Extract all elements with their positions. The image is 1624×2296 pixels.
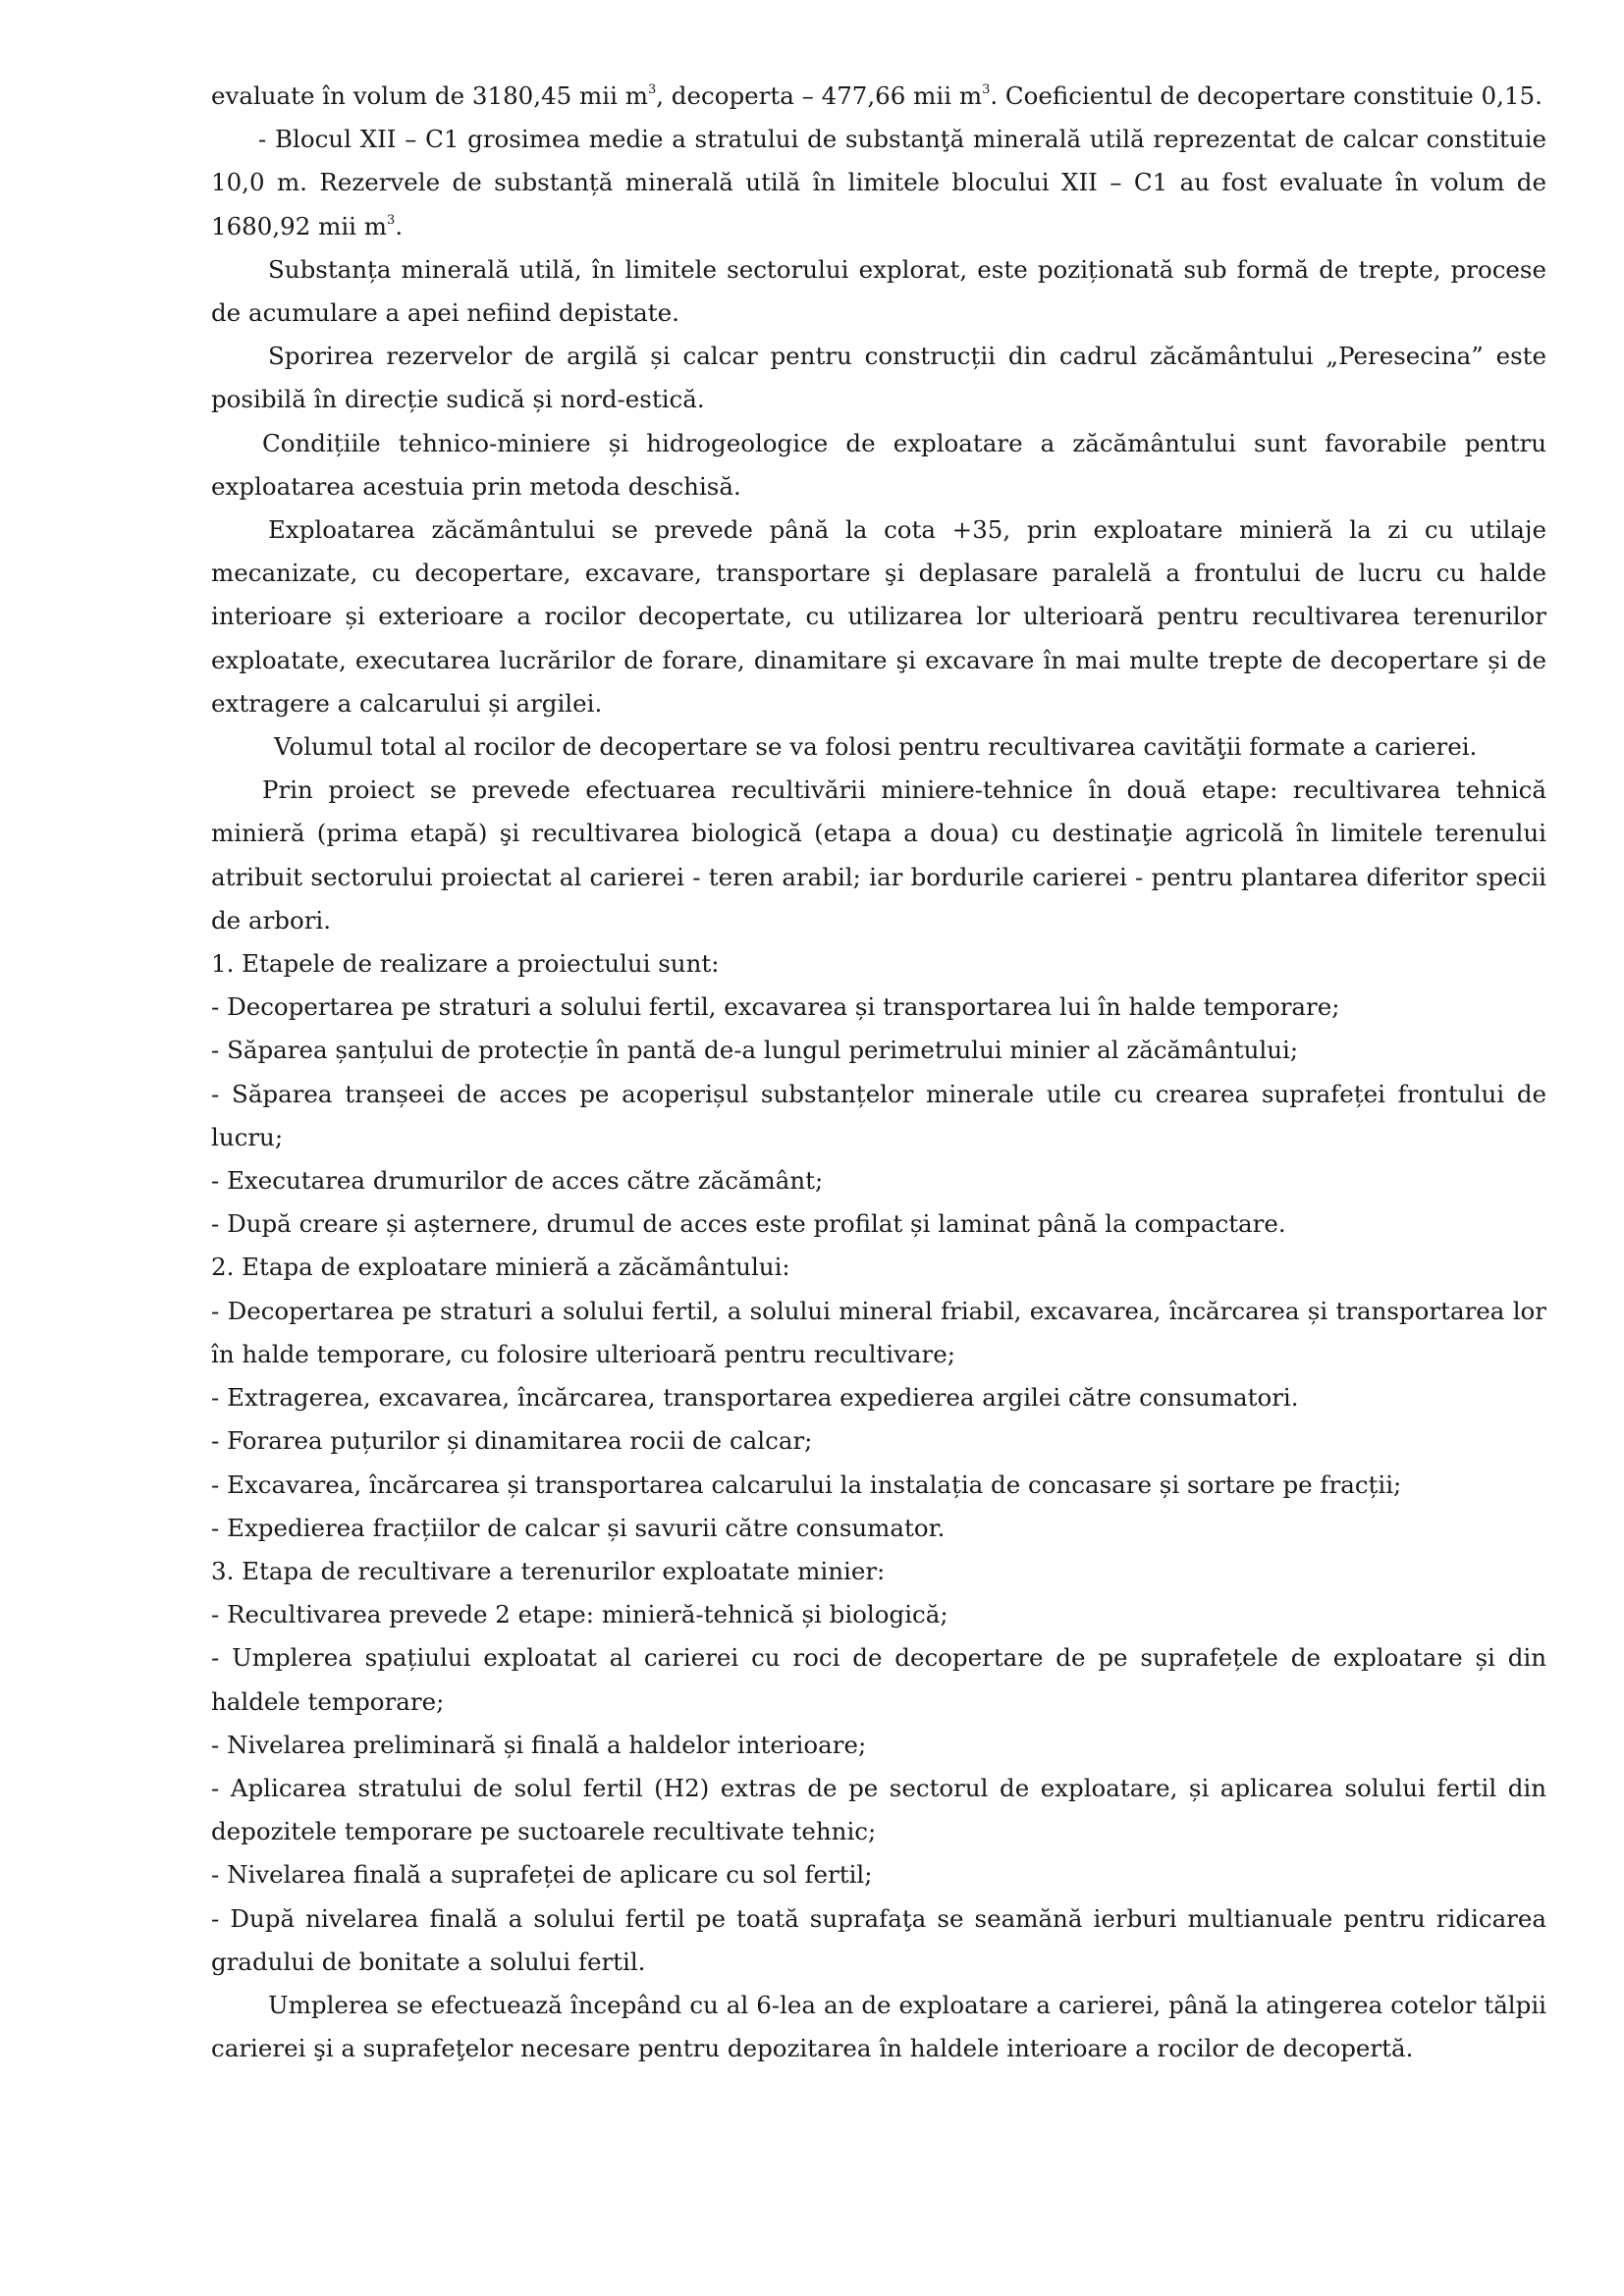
list-item: - Nivelarea finală a suprafeței de aplicare cu sol fertil; <box>211 1860 873 1890</box>
list-item: - Aplicarea stratului de solul fertil (H2) extras de pe sectorul de exploatare, și aplicarea solului fertil din depozitele temporare pe suctoarele recultivate tehnic; <box>211 1773 1546 1846</box>
list-item: - Recultivarea prevede 2 etape: minieră-tehnică și biologică; <box>211 1600 948 1629</box>
list-item: - Săparea șanțului de protecție în pantă de-a lungul perimetrului minier al zăcământului; <box>211 1036 1299 1065</box>
paragraph-block-xii: - Blocul XII – C1 grosimea medie a stratului de substanţă minerală utilă reprezentat de calcar constituie 10,0 m. Rezervele de substanță minerală utilă în limitele blocului XII – C1 au fost evaluate în volum de 1680,92 mii $m^3$. <box>211 125 1546 240</box>
paragraph-total-volume: Volumul total al rocilor de decopertare se va folosi pentru recultivarea cavităţii formate a carierei. <box>274 732 1478 762</box>
section-heading: 3. Etapa de recultivare a terenurilor exploatate minier: <box>211 1556 886 1585</box>
list-item: - Excavarea, încărcarea și transportarea calcarului la instalația de concasare și sortare pe fracții; <box>211 1469 1402 1499</box>
section-heading: 1. Etapele de realizare a proiectului sunt: <box>211 949 720 979</box>
list-item: - După nivelarea finală a solului fertil pe toată suprafaţa se seamănă ierburi multianuale pentru ridicarea gradului de bonitate a solului fertil. <box>211 1903 1546 1976</box>
paragraph-exploitation: Exploatarea zăcământului se prevede până la cota +35, prin exploatare minieră la zi cu utilaje mecanizate, cu decopertare, excavare, transportare şi deplasare paralelă a frontului de lucru cu halde interioare și exterioare a rocilor decopertate, cu utilizarea lor ulterioară pentru recultivarea terenurilor exploatate, executarea lucrărilor de forare, dinamitare şi excavare în mai multe trepte de decopertare și de extragere a calcarului și argilei. <box>211 515 1546 718</box>
section-project-stages <box>211 942 1546 1246</box>
section-recultivation-stage <box>211 1550 1546 1984</box>
list-item: - Executarea drumurilor de acces către zăcământ; <box>211 1166 824 1196</box>
list-item: - Decopertarea pe straturi a solului fertil, a solului mineral friabil, excavarea, încărcarea și transportarea lor în halde temporare, cu folosire ulterioară pentru recultivare; <box>211 1296 1546 1368</box>
list-item: - Extragerea, excavarea, încărcarea, transportarea expedierea argilei către consumatori. <box>211 1383 1299 1413</box>
paragraph-mineral-position: Substanța minerală utilă, în limitele sectorului explorat, este poziționată sub formă de trepte, procese de acumulare a apei nefiind depistate. <box>211 254 1546 328</box>
paragraph-reserves-volume: evaluate în volum de 3180,45 mii $m^3$, decoperta – 477,66 mii $m^3$. Coeficientul de decopertare constituie 0,15. <box>211 81 1543 110</box>
paragraph-conditions: Condițiile tehnico-miniere și hidrogeologice de exploatare a zăcământului sunt favorabile pentru exploatarea acestuia prin metoda deschisă. <box>211 428 1546 501</box>
paragraph-reserve-increase: Sporirea rezervelor de argilă și calcar pentru construcții din cadrul zăcământului „Peresecina” este posibilă în direcție sudică și nord-estică. <box>211 342 1546 414</box>
section-heading: 2. Etapa de exploatare minieră a zăcământului: <box>211 1253 790 1282</box>
list-item: - Umplerea spațiului exploatat al carierei cu roci de decopertare de pe suprafețele de exploatare și din haldele temporare; <box>211 1643 1546 1716</box>
list-item: - Forarea puțurilor și dinamitarea rocii de calcar; <box>211 1426 813 1456</box>
list-item: - După creare și așternere, drumul de acces este profilat și laminat până la compactare. <box>211 1209 1286 1239</box>
paragraph-closing: Umplerea se efectuează începând cu al 6-lea an de exploatare a carierei, până la atingerea cotelor tălpii carierei şi a suprafeţelor necesare pentru depozitarea în haldele interioare a rocilor de decopertă. <box>211 1990 1546 2063</box>
document-page <box>211 75 1546 2070</box>
paragraph-recultivation: Prin proiect se prevede efectuarea recultivării miniere-tehnice în două etape: recultivarea tehnică minieră (prima etapă) şi recultivarea biologică (etapa a doua) cu destinaţie agricolă în limitele terenului atribuit sectorului proiectat al carierei - teren arabil; iar bordurile carierei - pentru plantarea diferitor specii de arbori. <box>211 775 1546 934</box>
list-item: - Săparea tranșeei de acces pe acoperișul substanțelor minerale utile cu crearea suprafeței frontului de lucru; <box>211 1079 1546 1151</box>
list-item: - Nivelarea preliminară și finală a haldelor interioare; <box>211 1730 867 1759</box>
list-item: - Decopertarea pe straturi a solului fertil, excavarea și transportarea lui în halde temporare; <box>211 992 1340 1022</box>
section-mining-stage <box>211 1246 1546 1549</box>
list-item: - Expedierea fracțiilor de calcar și savurii către consumator. <box>211 1513 946 1542</box>
